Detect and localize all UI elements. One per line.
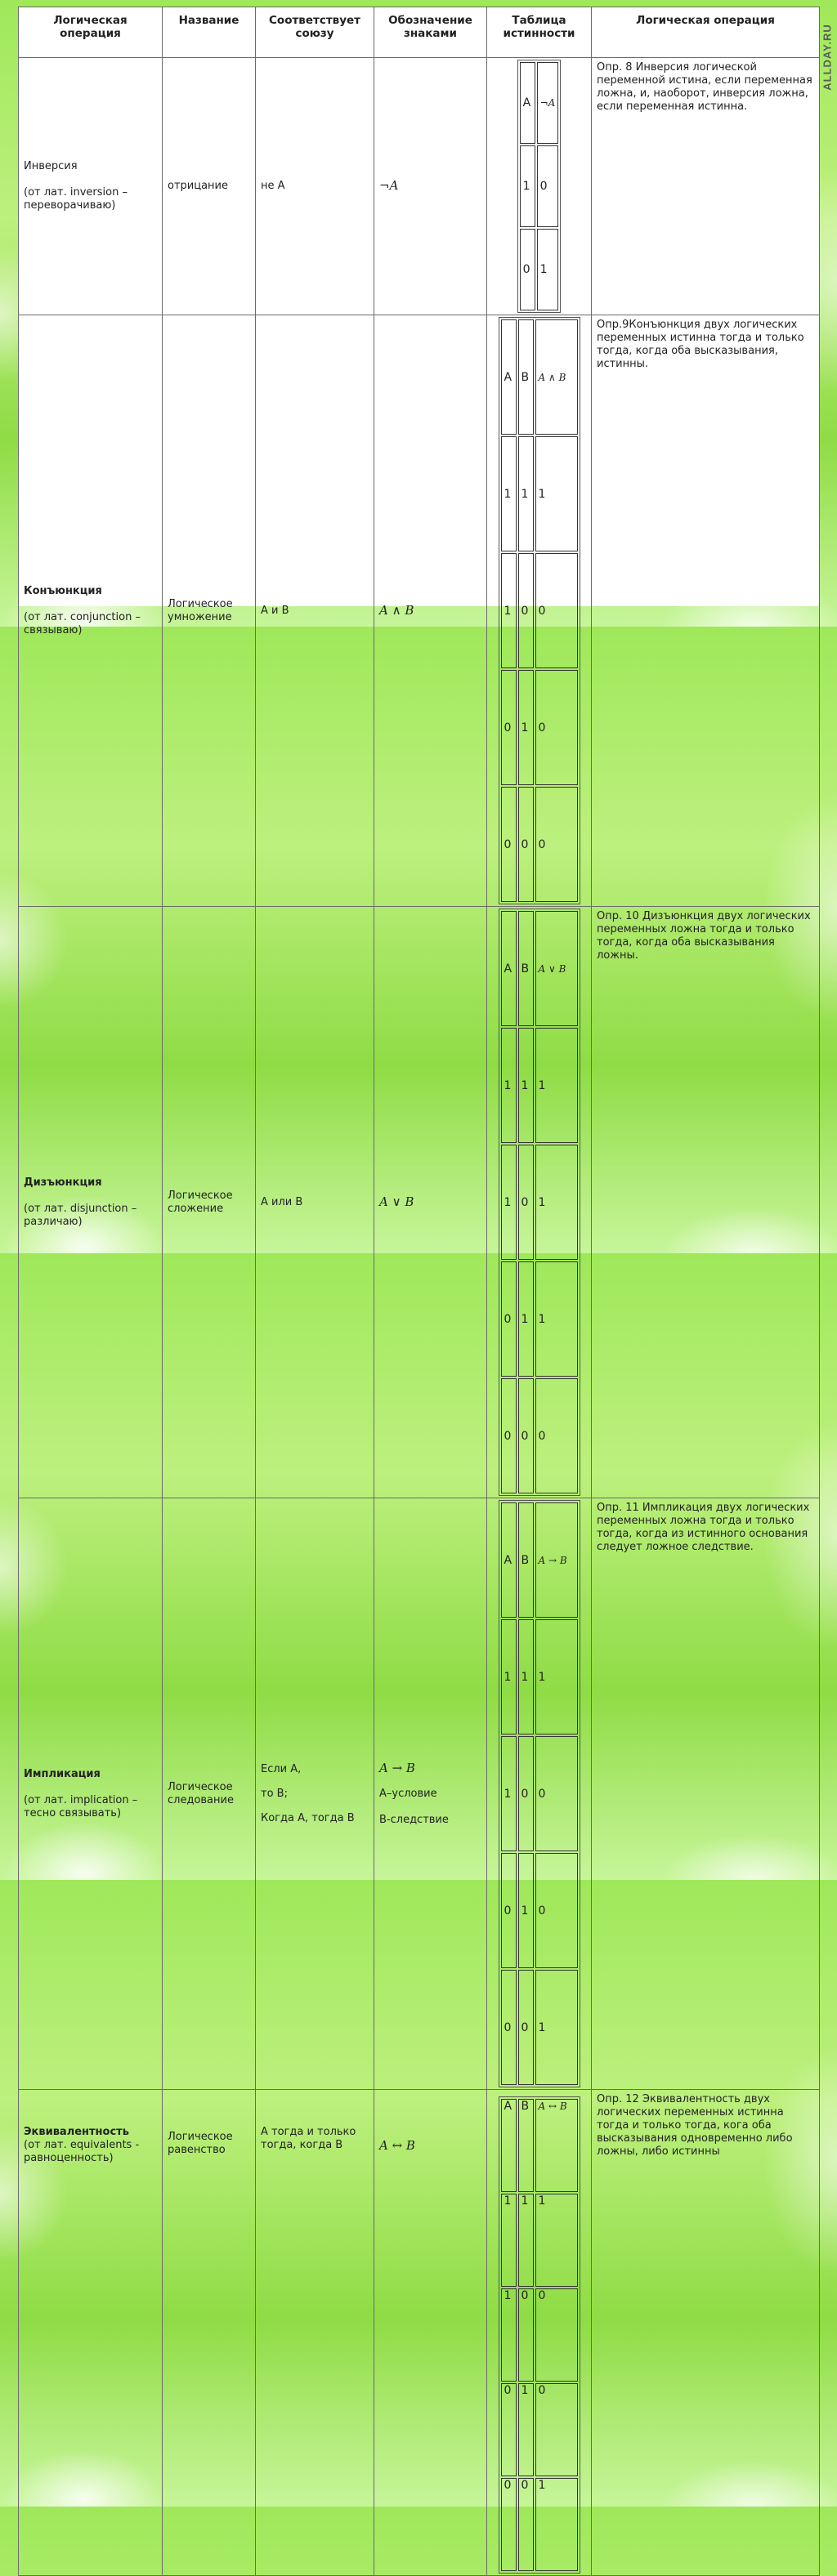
truth-row [501, 2288, 578, 2382]
operation-cell [19, 315, 163, 907]
conjunction-text: то В; [261, 1787, 288, 1800]
truth-value: 0 [518, 2478, 534, 2571]
truth-head-result: A ∨ B [535, 911, 578, 1026]
truth-value: 0 [501, 1378, 517, 1493]
truth-table-header [520, 62, 559, 144]
truth-row [501, 1970, 578, 2085]
truth-value: 1 [501, 1736, 517, 1851]
operation-latin: (от лат. implication – тесно связывать) [24, 1793, 138, 1819]
conjunction-text: Когда А, тогда В [261, 1811, 355, 1824]
header-definition: Логическая операция [592, 7, 820, 58]
truth-value: 0 [501, 1853, 517, 1968]
truth-value: 1 [535, 2194, 578, 2287]
truth-value: 0 [535, 787, 578, 902]
truth-value: 1 [535, 1028, 578, 1143]
definition-cell: Опр. 8 Инверсия логической переменной истина, если переменная ложна, и, наоборот, инверсия ложна, если переменная истинна. [592, 58, 820, 315]
truth-table-cell [487, 1498, 592, 2090]
conjunction-cell [256, 58, 374, 315]
truth-value: 0 [535, 1853, 578, 1968]
truth-value: 0 [535, 1378, 578, 1493]
truth-table [499, 909, 580, 1496]
truth-row [501, 436, 578, 551]
operation-symbol: A ↔ B [379, 2138, 415, 2153]
truth-value: 0 [520, 229, 535, 310]
header-conjunction: Соответствует союзу [256, 7, 374, 58]
operation-cell [19, 58, 163, 315]
truth-value: 1 [501, 2194, 517, 2287]
conjunction-text: Если А, [261, 1762, 302, 1775]
title-cell: Логическое следование [163, 1498, 256, 2090]
table-row-inversion [19, 58, 820, 315]
truth-value: 1 [535, 1970, 578, 2085]
truth-value: 1 [535, 1619, 578, 1734]
truth-value: 1 [501, 553, 517, 668]
truth-row [501, 1619, 578, 1734]
conjunction-cell [256, 2090, 374, 2576]
truth-value: 1 [518, 1619, 534, 1734]
truth-head-b: B [518, 319, 534, 435]
title-cell: Логическое равенство [163, 2090, 256, 2576]
truth-table [499, 317, 580, 904]
truth-value: 0 [518, 1378, 534, 1493]
truth-value: 1 [501, 436, 517, 551]
truth-value: 0 [518, 2288, 534, 2382]
operation-cell [19, 907, 163, 1498]
truth-head-result: A ↔ B [535, 2099, 578, 2192]
conjunction-text: А тогда и только тогда, когда В [261, 2126, 356, 2151]
truth-row [501, 2478, 578, 2571]
truth-value: 0 [501, 787, 517, 902]
table-row-equivalence [19, 2090, 820, 2576]
definition-cell: Опр. 10 Дизъюнкция двух логических переменных ложна тогда и только тогда, когда оба высказывания ложны. [592, 907, 820, 1498]
truth-row [501, 553, 578, 668]
conjunction-text: не А [261, 180, 285, 192]
truth-value: 0 [518, 553, 534, 668]
operation-symbol: ¬A [379, 178, 399, 193]
truth-table-header [501, 319, 578, 435]
truth-head-b: B [518, 1502, 534, 1618]
title-cell: Логическое умножение [163, 315, 256, 907]
truth-table-cell [487, 315, 592, 907]
consequence-note: В-следствие [379, 1813, 449, 1826]
operation-latin: (от лат. conjunction – связываю) [24, 610, 141, 636]
truth-value: 1 [501, 1619, 517, 1734]
operation-latin: (от лат. inversion – переворачиваю) [24, 186, 128, 212]
truth-value: 1 [535, 2478, 578, 2571]
truth-value: 0 [501, 1261, 517, 1377]
operation-name: Эквивалентность [24, 2126, 129, 2138]
truth-value: 0 [501, 1970, 517, 2085]
truth-head-a: A [501, 911, 517, 1026]
header-symbol: Обозначение знаками [374, 7, 487, 58]
truth-value: 0 [535, 553, 578, 668]
operation-cell [19, 2090, 163, 2576]
table-row-conjunction [19, 315, 820, 907]
truth-value: 1 [520, 145, 535, 227]
truth-row [501, 787, 578, 902]
header-operation: Логическая операция [19, 7, 163, 58]
truth-head-a: A [501, 1502, 517, 1618]
truth-value: 1 [518, 1028, 534, 1143]
operation-latin: (от лат. equivalents - равноценность) [24, 2139, 140, 2164]
truth-head-result: A → B [535, 1502, 578, 1618]
symbol-cell [374, 1498, 487, 2090]
conjunction-cell [256, 1498, 374, 2090]
truth-value: 0 [518, 1736, 534, 1851]
symbol-cell [374, 907, 487, 1498]
truth-row [501, 1378, 578, 1493]
symbol-cell [374, 58, 487, 315]
truth-value: 0 [501, 2478, 517, 2571]
logic-operations-slide [18, 7, 819, 2492]
title-cell: отрицание [163, 58, 256, 315]
definition-cell: Опр. 11 Импликация двух логических переменных ложна тогда и только тогда, когда из истинного основания следует ложное следствие. [592, 1498, 820, 2090]
operation-cell [19, 1498, 163, 2090]
truth-value: 0 [518, 787, 534, 902]
truth-value: 0 [535, 1736, 578, 1851]
truth-value: 0 [535, 2288, 578, 2382]
header-truth-table: Таблица истинности [487, 7, 592, 58]
truth-value: 1 [535, 436, 578, 551]
truth-value: 0 [535, 2383, 578, 2476]
truth-table [499, 2096, 580, 2574]
truth-value: 0 [535, 670, 578, 785]
table-row-implication [19, 1498, 820, 2090]
truth-value: 1 [518, 1261, 534, 1377]
operation-name: Дизъюнкция [24, 1176, 102, 1189]
condition-note: А–условие [379, 1787, 437, 1800]
truth-value: 1 [518, 1853, 534, 1968]
operation-symbol: A → B [379, 1760, 415, 1775]
symbol-cell [374, 315, 487, 907]
table-row-disjunction [19, 907, 820, 1498]
truth-value: 1 [518, 2194, 534, 2287]
truth-row [501, 2194, 578, 2287]
truth-row [501, 1145, 578, 1260]
truth-table [517, 60, 562, 313]
truth-value: 0 [537, 145, 559, 227]
definition-cell: Опр. 12 Эквивалентность двух логических переменных истинна тогда и только тогда, кога оба высказывания одновременно либо ложны, либо истинны [592, 2090, 820, 2576]
conjunction-text: А или В [261, 1195, 303, 1208]
truth-value: 0 [501, 670, 517, 785]
symbol-cell [374, 2090, 487, 2576]
truth-head-result: ¬A [537, 62, 559, 144]
operation-symbol: A ∧ B [379, 602, 414, 618]
truth-value: 1 [501, 1028, 517, 1143]
truth-value: 1 [535, 1145, 578, 1260]
header-title: Название [163, 7, 256, 58]
truth-value: 1 [537, 229, 559, 310]
watermark-text: ALLDAY.RU [821, 24, 834, 91]
operation-name: Импликация [24, 1767, 101, 1780]
truth-table-header [501, 1502, 578, 1618]
truth-head-a: A [501, 2099, 517, 2192]
truth-value: 1 [518, 670, 534, 785]
truth-head-result: A ∧ B [535, 319, 578, 435]
truth-table-cell [487, 907, 592, 1498]
truth-table-header [501, 2099, 578, 2192]
truth-value: 1 [518, 2383, 534, 2476]
truth-table-header [501, 911, 578, 1026]
truth-value: 1 [518, 436, 534, 551]
truth-value: 1 [501, 2288, 517, 2382]
truth-row [501, 1261, 578, 1377]
truth-row [501, 1736, 578, 1851]
truth-value: 0 [518, 1970, 534, 2085]
truth-value: 0 [518, 1145, 534, 1260]
conjunction-cell [256, 315, 374, 907]
truth-value: 1 [535, 1261, 578, 1377]
truth-table-cell [487, 58, 592, 315]
watermark [819, 8, 837, 106]
truth-row [520, 229, 559, 310]
operation-name: Конъюнкция [24, 584, 102, 597]
truth-table-cell [487, 2090, 592, 2576]
truth-head-b: B [518, 2099, 534, 2192]
truth-row [520, 145, 559, 227]
truth-row [501, 670, 578, 785]
truth-value: 0 [501, 2383, 517, 2476]
truth-value: 1 [501, 1145, 517, 1260]
truth-head-a: A [520, 62, 535, 144]
definition-cell: Опр.9Конъюнкция двух логических переменных истинна тогда и только тогда, когда оба высказывания, истинны. [592, 315, 820, 907]
logic-operations-table [18, 7, 820, 2576]
truth-head-a: A [501, 319, 517, 435]
header-row [19, 7, 820, 58]
conjunction-text: А и В [261, 604, 289, 617]
truth-table [499, 1500, 580, 2087]
operation-latin: (от лат. disjunction – различаю) [24, 1202, 137, 1228]
title-cell: Логическое сложение [163, 907, 256, 1498]
operation-name: Инверсия [24, 160, 78, 172]
conjunction-cell [256, 907, 374, 1498]
truth-head-b: B [518, 911, 534, 1026]
truth-row [501, 2383, 578, 2476]
truth-row [501, 1853, 578, 1968]
operation-symbol: A ∨ B [379, 1194, 414, 1209]
truth-row [501, 1028, 578, 1143]
